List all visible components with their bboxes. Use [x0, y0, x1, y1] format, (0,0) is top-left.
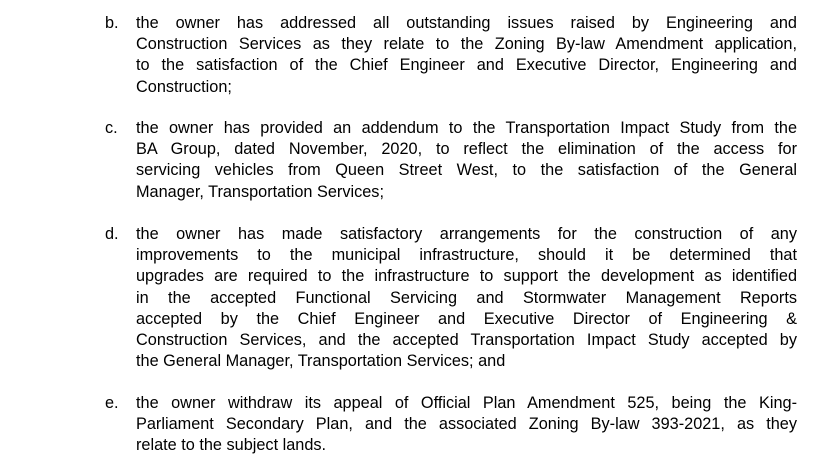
text-line: the owner has made satisfactory arrangements for the construction of any [136, 225, 797, 243]
text-line: servicing vehicles from Queen Street West, to the satisfaction of the General [136, 161, 797, 180]
text-line: Construction; [136, 77, 232, 96]
list-marker: b. [105, 14, 119, 32]
text-line: the owner has addressed all outstanding issues raised by Engineering and [136, 14, 797, 32]
text-line: Construction Services as they relate to the Zoning By-law Amendment application, [136, 35, 797, 54]
list-item-text [136, 393, 797, 457]
text-line: upgrades are required to the infrastructure to support the development as identified [136, 267, 797, 286]
text-line: the owner withdraw its appeal of Official Plan Amendment 525, being the King- [136, 394, 797, 412]
list-item-text [136, 224, 797, 372]
text-line: the General Manager, Transportation Services; and [136, 352, 506, 371]
text-line: accepted by the Chief Engineer and Executive Director of Engineering & [136, 309, 797, 328]
list-item-text [136, 13, 797, 98]
text-line: in the accepted Functional Servicing and Stormwater Management Reports [136, 288, 797, 307]
text-line: Parliament Secondary Plan, and the associated Zoning By-law 393-2021, as they [136, 415, 797, 434]
text-line: Construction Services, and the accepted Transportation Impact Study accepted by [136, 331, 797, 350]
list-marker: c. [105, 119, 118, 137]
list-item-text [136, 118, 797, 203]
list-marker: d. [105, 225, 119, 243]
text-line: relate to the subject lands. [136, 436, 327, 455]
list-marker: e. [105, 394, 119, 412]
text-line: to the satisfaction of the Chief Engineer and Executive Director, Engineering and [136, 56, 797, 75]
text-line: the owner has provided an addendum to the Transportation Impact Study from the [136, 119, 797, 137]
text-line: Manager, Transportation Services; [136, 182, 384, 201]
text-line: BA Group, dated November, 2020, to reflect the elimination of the access for [136, 140, 797, 159]
text-line: improvements to the municipal infrastructure, should it be determined that [136, 246, 797, 265]
